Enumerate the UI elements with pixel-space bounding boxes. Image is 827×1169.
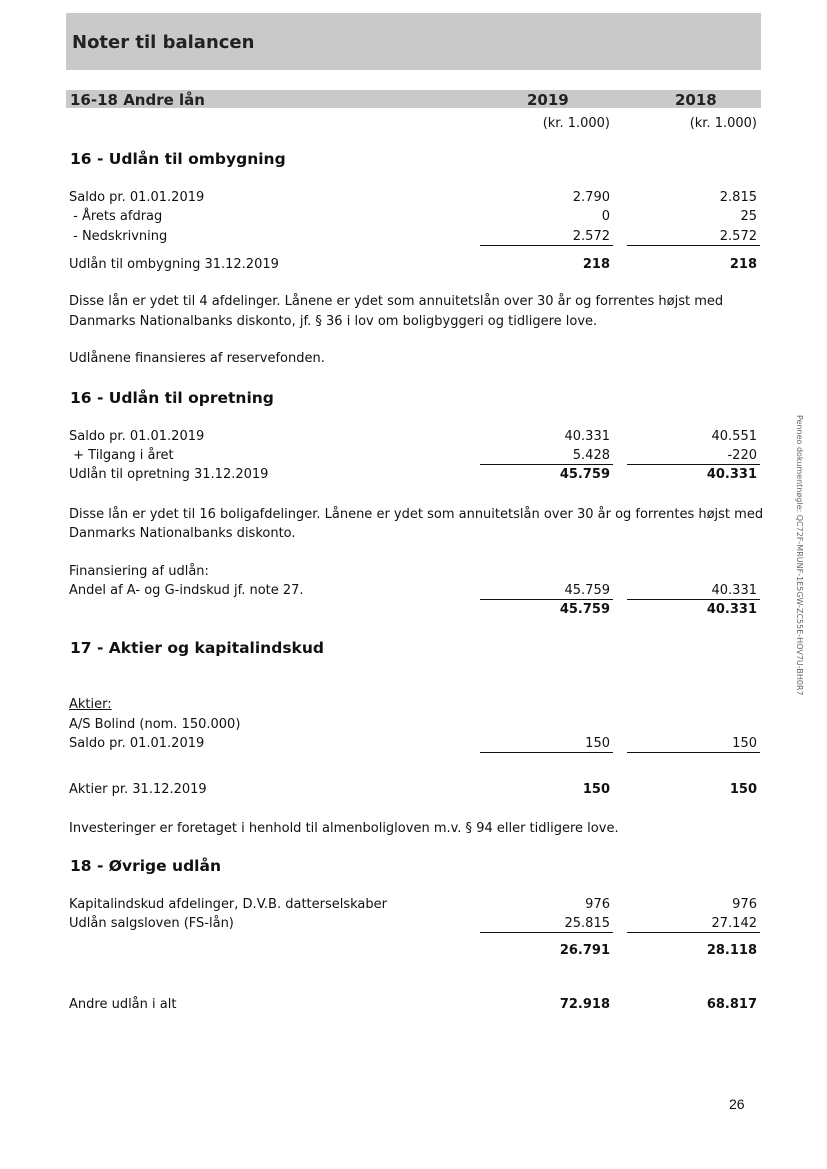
financing-total-2019: 45.759	[559, 602, 610, 617]
note16b-row-2018: 40.551	[711, 429, 757, 444]
sum-line	[627, 599, 760, 600]
note18-total-2018: 28.118	[706, 943, 757, 958]
sum-line	[627, 752, 760, 753]
note16b-row-2019: 5.428	[572, 448, 610, 463]
note16a-row-2019: 0	[601, 209, 610, 224]
unit-2018: (kr. 1.000)	[689, 116, 757, 131]
note17-row-2019: 150	[585, 736, 610, 751]
note16a-row-2019: 2.790	[572, 190, 610, 205]
sum-line	[480, 932, 613, 933]
financing-row-2018: 40.331	[711, 583, 757, 598]
note16b-text: Disse lån er ydet til 16 boligafdelinger. Lånene er ydet som annuitetslån over 30 år og forrentes højst med	[69, 507, 764, 522]
note16b-row-label: Saldo pr. 01.01.2019	[69, 429, 205, 444]
note16a-text: Disse lån er ydet til 4 afdelinger. Lånene er ydet som annuitetslån over 30 år og forrentes højst med	[69, 294, 724, 309]
sum-line	[627, 464, 760, 465]
financing-heading: Finansiering af udlån:	[69, 564, 209, 579]
note17-company: A/S Bolind (nom. 150.000)	[69, 717, 241, 732]
note16a-row-label: - Årets afdrag	[69, 209, 163, 224]
note17-total-2019: 150	[582, 782, 610, 797]
year-2019-header: 2019	[527, 91, 569, 109]
note17-row-label: Saldo pr. 01.01.2019	[69, 736, 205, 751]
note16a-row-label: - Nedskrivning	[69, 229, 168, 244]
note16a-text: Udlånene finansieres af reservefonden.	[69, 351, 325, 366]
section-title: 16-18 Andre lån	[70, 91, 205, 109]
note18-row-2019: 25.815	[564, 916, 610, 931]
note16b-row-2019: 40.331	[564, 429, 610, 444]
note16a-text: Danmarks Nationalbanks diskonto, jf. § 36 i lov om boligbyggeri og tidligere love.	[69, 314, 598, 329]
note17-heading: 17 - Aktier og kapitalindskud	[70, 639, 324, 657]
note18-row-2019: 976	[585, 897, 610, 912]
note16a-row-label: Saldo pr. 01.01.2019	[69, 190, 205, 205]
note16a-row-2018: 2.572	[719, 229, 757, 244]
sum-line	[627, 245, 760, 246]
note17-total-2018: 150	[729, 782, 757, 797]
note18-row-2018: 976	[732, 897, 757, 912]
financing-row-label: Andel af A- og G-indskud jf. note 27.	[69, 583, 304, 598]
note16a-row-2018: 2.815	[719, 190, 757, 205]
note16a-row-2019: 2.572	[572, 229, 610, 244]
note16b-total-2019: 45.759	[559, 467, 610, 482]
note17-total-label: Aktier pr. 31.12.2019	[69, 782, 207, 797]
note16b-row-2018: -220	[727, 448, 757, 463]
sum-line	[480, 752, 613, 753]
page-number: 26	[729, 1096, 745, 1112]
note16a-total-2019: 218	[582, 257, 610, 272]
sum-line	[480, 599, 613, 600]
sum-line	[480, 464, 613, 465]
note17-subheading: Aktier:	[69, 697, 112, 712]
note17-text: Investeringer er foretaget i henhold til almenboligloven m.v. § 94 eller tidligere love.	[69, 821, 619, 836]
side-document-key	[790, 415, 816, 745]
note16a-heading: 16 - Udlån til ombygning	[70, 150, 286, 168]
grand-total-label: Andre udlån i alt	[69, 997, 177, 1012]
note18-row-2018: 27.142	[711, 916, 757, 931]
note18-heading: 18 - Øvrige udlån	[70, 857, 221, 875]
sum-line	[627, 932, 760, 933]
note16b-heading: 16 - Udlån til opretning	[70, 389, 274, 407]
sum-line	[480, 245, 613, 246]
note16b-total-label: Udlån til opretning 31.12.2019	[69, 467, 269, 482]
grand-total-2018: 68.817	[706, 997, 757, 1012]
note17-row-2018: 150	[732, 736, 757, 751]
unit-2019: (kr. 1.000)	[542, 116, 610, 131]
financing-total-2018: 40.331	[706, 602, 757, 617]
note16a-total-label: Udlån til ombygning 31.12.2019	[69, 257, 279, 272]
grand-total-2019: 72.918	[559, 997, 610, 1012]
side-document-key-text: Penneo dokumentnøgle: QC72F-MRUNF-1E5GW-ZC55E-HOV7U-BH0R7	[795, 415, 804, 696]
note16b-row-label: + Tilgang i året	[69, 448, 174, 463]
financing-row-2019: 45.759	[564, 583, 610, 598]
note18-row-label: Udlån salgsloven (FS-lån)	[69, 916, 234, 931]
note16a-row-2018: 25	[740, 209, 757, 224]
note18-row-label: Kapitalindskud afdelinger, D.V.B. datterselskaber	[69, 897, 387, 912]
note16a-total-2018: 218	[729, 257, 757, 272]
note16b-total-2018: 40.331	[706, 467, 757, 482]
year-2018-header: 2018	[675, 91, 717, 109]
page-title: Noter til balancen	[72, 32, 255, 53]
note18-total-2019: 26.791	[559, 943, 610, 958]
note16b-text: Danmarks Nationalbanks diskonto.	[69, 526, 296, 541]
